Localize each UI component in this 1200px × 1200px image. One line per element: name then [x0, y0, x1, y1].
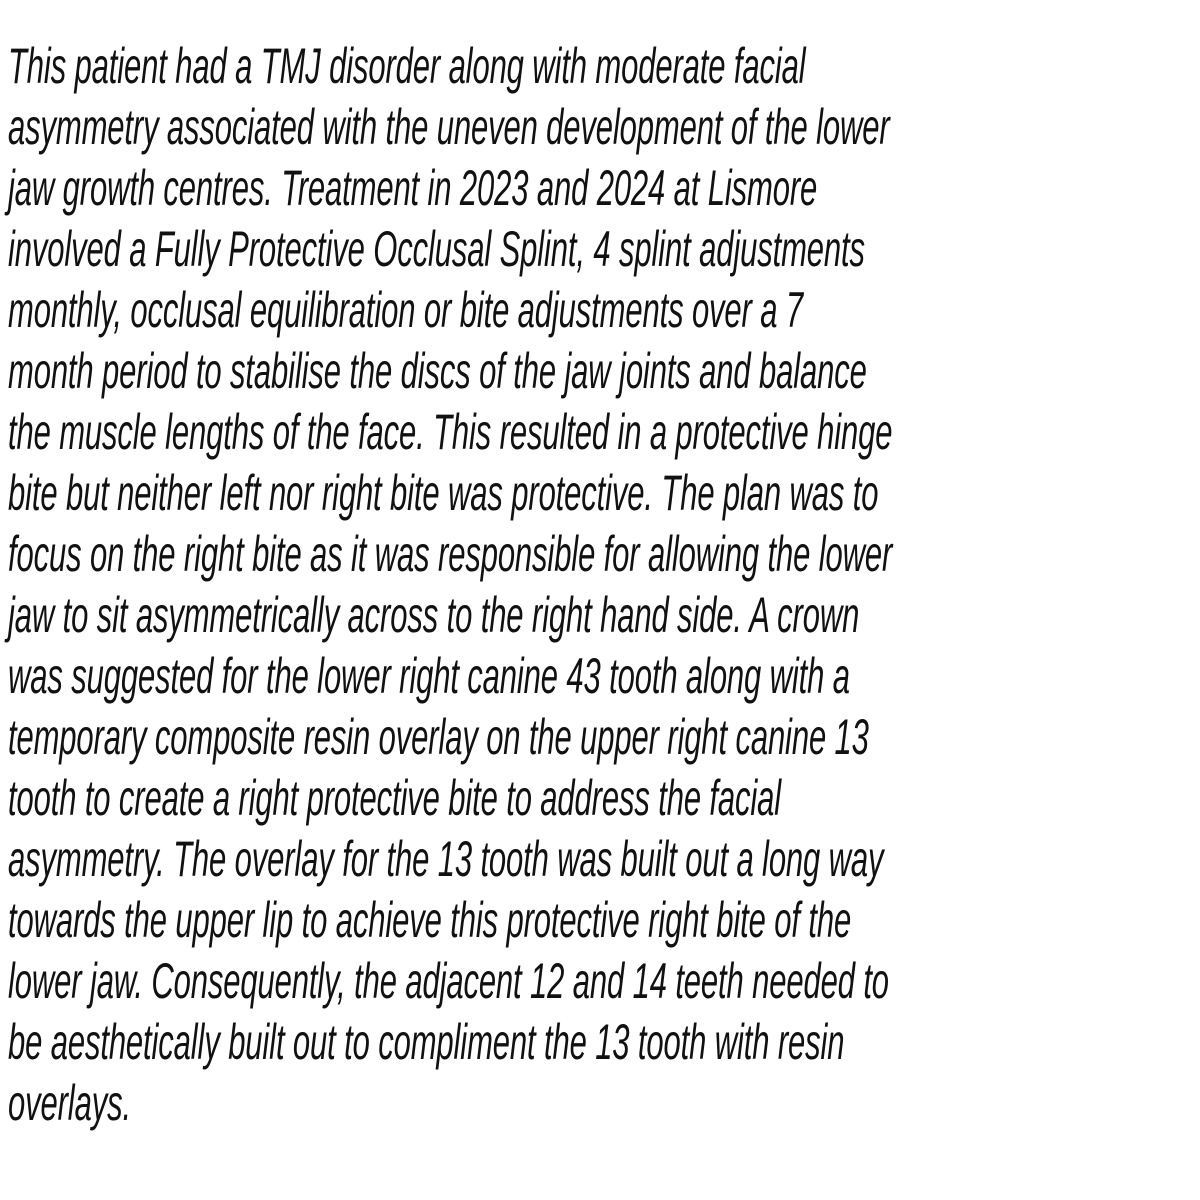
- paragraph-line: towards the upper lip to achieve this protective right bite of the: [8, 892, 852, 948]
- paragraph-line: monthly, occlusal equilibration or bite adjustments over a 7: [8, 282, 803, 338]
- paragraph-line: focus on the right bite as it was responsible for allowing the lower: [8, 526, 893, 582]
- paragraph-line: temporary composite resin overlay on the upper right canine 13: [8, 709, 869, 765]
- paragraph-line: asymmetry. The overlay for the 13 tooth was built out a long way: [8, 831, 884, 887]
- paragraph-line: This patient had a TMJ disorder along with moderate facial: [8, 38, 806, 94]
- paragraph-line: the muscle lengths of the face. This resulted in a protective hinge: [8, 404, 893, 460]
- case-description-paragraph: [8, 36, 1198, 1134]
- paragraph-line: be aesthetically built out to compliment the 13 tooth with resin: [8, 1014, 845, 1070]
- paragraph-line: asymmetry associated with the uneven development of the lower: [8, 99, 890, 155]
- paragraph-line: was suggested for the lower right canine 43 tooth along with a: [8, 648, 850, 704]
- paragraph-line: lower jaw. Consequently, the adjacent 12 and 14 teeth needed to: [8, 953, 889, 1009]
- paragraph-line: overlays.: [8, 1075, 131, 1131]
- paragraph-line: jaw to sit asymmetrically across to the right hand side. A crown: [8, 587, 860, 643]
- paragraph-line: bite but neither left nor right bite was protective. The plan was to: [8, 465, 879, 521]
- paragraph-line: tooth to create a right protective bite to address the facial: [8, 770, 782, 826]
- paragraph-line: jaw growth centres. Treatment in 2023 and 2024 at Lismore: [8, 160, 818, 216]
- paragraph-line: month period to stabilise the discs of the jaw joints and balance: [8, 343, 867, 399]
- paragraph-line: involved a Fully Protective Occlusal Splint, 4 splint adjustments: [8, 221, 865, 277]
